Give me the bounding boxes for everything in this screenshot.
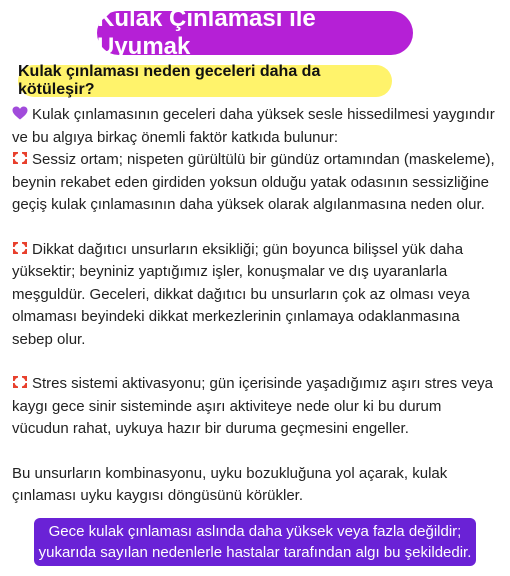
point-2-line-3: meşguldür. Geceleri, dikkat dağıtıcı bu unsurların çok az olması veya (12, 285, 470, 303)
point-3-line-1: Stres sistemi aktivasyonu; gün içerisinde yaşadığımız aşırı stres veya (32, 375, 494, 392)
point-2-line-5: sebep olur. (12, 330, 86, 348)
point-2-line-1: Dikkat dağıtıcı unsurların eksikliği; gün boyunca bilişsel yük daha (32, 240, 464, 258)
conclusion-paragraph (12, 463, 500, 508)
footer-note (34, 518, 476, 566)
question-banner (18, 65, 392, 97)
anger-symbol-icon (12, 151, 28, 165)
point-3 (12, 373, 500, 441)
conclusion-line-1: Bu unsurların kombinasyonu, uyku bozukluğuna yol açarak, kulak (12, 464, 448, 482)
point-1-line-3: geçiş kulak çınlamasının daha yüksek olarak algılanmasına neden olur. (12, 196, 485, 213)
anger-symbol-icon (12, 241, 28, 255)
page-title (97, 5, 413, 60)
point-1-line-2: beynin rekabet eden girdiden yoksun olduğu yatak odasının sessizliğine (12, 173, 489, 191)
anger-symbol-icon (12, 375, 28, 389)
point-3-line-2: kaygı gece sinir sisteminde aşırı aktiviteye nede olur ki bu durum (12, 397, 442, 415)
article-body (12, 104, 500, 508)
purple-heart-icon (12, 106, 28, 120)
point-2-line-2: yüksektir; beyniniz yaptığımız işler, konuşmalar ve dış uyaranlarla (12, 263, 448, 280)
footer-line-2: yukarıda sayılan nedenlerle hastalar tarafından algı bu şekildedir. (38, 544, 472, 561)
question-text: Kulak çınlaması neden geceleri daha da kötüleşir? (18, 63, 321, 98)
intro-line-1: Kulak çınlamasının geceleri daha yüksek sesle hissedilmesi yaygındır (32, 106, 495, 123)
point-1 (12, 149, 500, 217)
footer-line-1: Gece kulak çınlaması aslında daha yüksek veya fazla değildir; (48, 523, 462, 540)
point-3-line-3: vücudun rahat, uykuya hazır bir duruma geçmesini engeller. (12, 420, 409, 437)
point-2-line-4: olmaması beyindeki dikkat merkezlerinin çınlamaya odaklanmasına (12, 308, 460, 325)
page-title-text: Kulak Çınlaması ile Uyumak (97, 5, 316, 60)
conclusion-line-2: çınlaması uyku kaygısı döngüsünü körükler. (12, 487, 303, 504)
intro-line-2: ve bu algıya birkaç önemli faktör katkıda bulunur: (12, 128, 339, 146)
point-1-line-1: Sessiz ortam; nispeten gürültülü bir gündüz ortamından (maskeleme), (32, 151, 495, 168)
point-2 (12, 239, 500, 352)
intro-paragraph (12, 104, 500, 149)
